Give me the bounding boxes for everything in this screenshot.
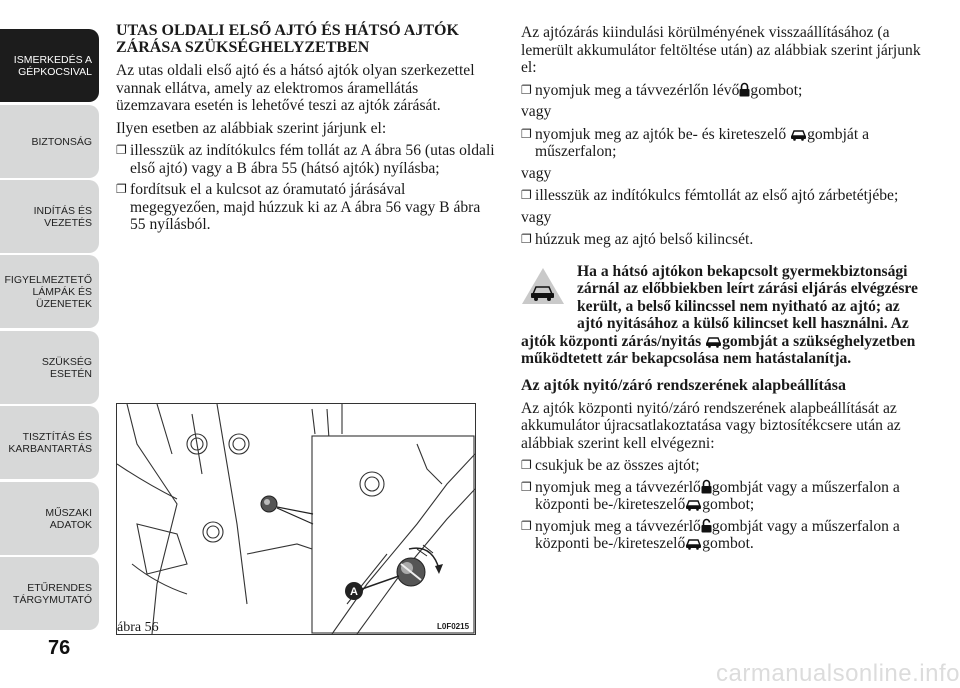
vagy: vagy — [521, 164, 552, 182]
tab-inditas[interactable]: INDÍTÁS ÉS VEZETÉS — [0, 180, 99, 253]
tab-tisztitas[interactable]: TISZTÍTÁS ÉS KARBANTARTÁS — [0, 406, 99, 479]
list-item: ❐ illesszük az indítókulcs fém tollát az A ábra 56 (utas oldali első ajtó) vagy a B ábra 55 (hátsó ajtók) nyílásba; — [116, 142, 495, 177]
list-item: ❐ nyomjuk meg a távvezérlőn lévő gombot; — [521, 81, 803, 99]
checkbox-bullet-icon: ❐ — [521, 126, 532, 141]
unlock-icon — [701, 518, 712, 533]
checkbox-bullet-icon: ❐ — [521, 458, 532, 472]
checkbox-bullet-icon: ❐ — [521, 518, 532, 533]
marker-a: A — [350, 586, 358, 598]
car-lock-icon — [685, 496, 702, 511]
checkbox-bullet-icon: ❐ — [521, 188, 532, 202]
checkbox-bullet-icon: ❐ — [521, 82, 532, 97]
lock-icon — [739, 82, 750, 97]
checkbox-bullet-icon: ❐ — [116, 182, 127, 196]
list-item: ❐ nyomjuk meg a távvezérlő gombját vagy a műszerfalon a központi be-/kireteszelő gombot; — [521, 478, 900, 513]
tab-szukseg[interactable]: SZÜKSÉG ESETÉN — [0, 331, 99, 404]
tab-ismerkedes[interactable]: ISMERKEDÉS A GÉPKOCSIVAL — [0, 29, 99, 102]
warning-text: Ha a hátsó ajtókon bekapcsolt gyermekbiztonsági zárnál az előbbiekben leírt zárási eljárás elvégzésre került, a belső kilincssel nem nyitható az ajtó; az ajtó nyitásához a külső kilincset kell használni. Az ajtók központi zárás/nyitás gombját a szükséghelyzetben működtetett zár bekapcsolása nem hatástalanítja. — [521, 262, 918, 367]
paragraph: Az ajtók központi nyitó/záró rendszerének alapbeállítását az akkumulátor újracsatlakoztatása vagy biztosítékcsere után az alábbiak szerint kell elvégezni: — [521, 399, 901, 452]
section-heading: UTAS OLDALI ELSŐ AJTÓ ÉS HÁTSÓ AJTÓK ZÁRÁSA SZÜKSÉGHELYZETBEN — [116, 22, 459, 56]
figure-code: L0F0215 — [437, 622, 470, 631]
vagy: vagy — [521, 208, 552, 226]
figure-caption: ábra 56 — [117, 620, 159, 635]
section-heading: Az ajtók nyitó/záró rendszerének alapbeállítása — [521, 376, 847, 394]
paragraph: Ilyen esetben az alábbiak szerint járjunk el: — [116, 119, 387, 137]
lock-icon — [701, 479, 712, 494]
page-number: 76 — [48, 637, 71, 659]
tab-targymutato[interactable]: ETŰRENDES TÁRGYMUTATÓ — [0, 557, 99, 630]
warning-block — [521, 263, 921, 368]
tab-figyelmezteto[interactable]: FIGYELMEZTETŐ LÁMPÁK ÉS ÜZENETEK — [0, 255, 99, 328]
list-item: ❐ húzzuk meg az ajtó belső kilincsét. — [521, 231, 754, 248]
right-column — [521, 24, 921, 557]
door-lock-illustration — [117, 404, 475, 634]
car-lock-icon — [705, 333, 722, 348]
figure-door-lock — [116, 403, 476, 635]
left-column — [116, 22, 496, 238]
list-item: ❐ nyomjuk meg a távvezérlő gombját vagy a műszerfalon a központi be-/kireteszelő gombot. — [521, 517, 900, 552]
paragraph: Az ajtózárás kiindulási körülményének visszaállításához (a lemerült akkumulátor feltöltése után) az alábbiak szerint járjunk el: — [521, 24, 921, 76]
tab-muszaki[interactable]: MŰSZAKI ADATOK — [0, 482, 99, 555]
car-lock-icon — [685, 535, 702, 550]
list-item: ❐ csukjuk be az összes ajtót; — [521, 457, 700, 474]
checkbox-bullet-icon: ❐ — [521, 479, 532, 494]
watermark: carmanualsonline.info — [716, 660, 960, 687]
vagy: vagy — [521, 103, 552, 120]
checkbox-bullet-icon: ❐ — [521, 232, 532, 246]
tab-biztonsag[interactable]: BIZTONSÁG — [0, 105, 99, 178]
chapter-tabs — [0, 0, 100, 686]
paragraph: Az utas oldali első ajtó és a hátsó ajtók olyan szerkezettel vannak ellátva, amely az elektromos áramellátás üzemzavara esetén is lehetővé teszi az ajtók zárását. — [116, 62, 475, 114]
list-item: ❐ nyomjuk meg az ajtók be- és kireteszelő gombját a műszerfalon; — [521, 125, 869, 160]
checkbox-bullet-icon: ❐ — [116, 143, 127, 157]
car-lock-icon — [790, 126, 807, 141]
list-item: ❐ fordítsuk el a kulcsot az óramutató járásával megegyezően, majd húzzuk ki az A ábra 56 vagy B ábra 55 nyílásból. — [116, 181, 481, 233]
list-item: ❐ illesszük az indítókulcs fémtollát az első ajtó zárbetétjébe; — [521, 187, 899, 204]
warning-triangle-icon — [521, 267, 565, 305]
